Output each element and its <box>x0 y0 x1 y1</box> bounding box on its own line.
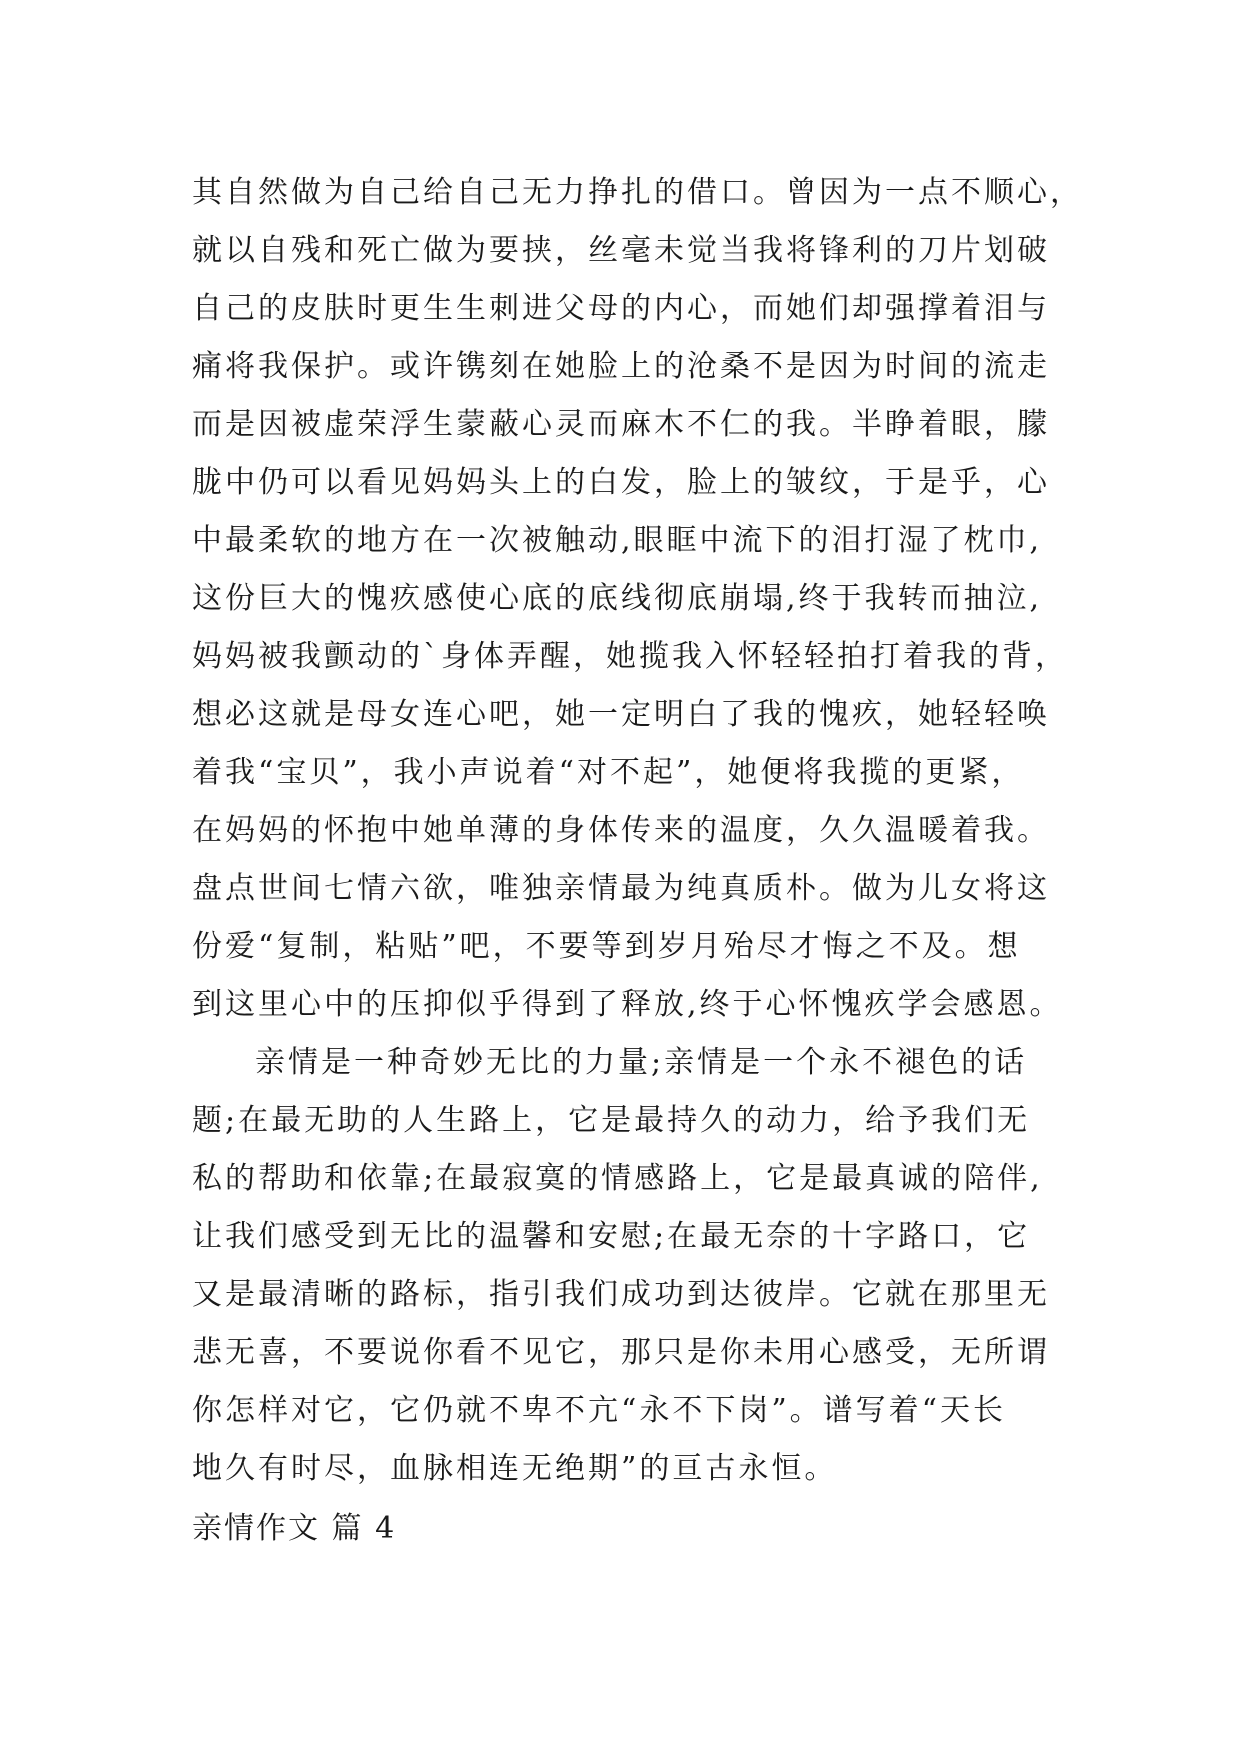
paragraph-1 <box>192 164 1092 1034</box>
text-line: 中最柔软的地方在一次被触动,眼眶中流下的泪打湿了枕巾, <box>192 523 1043 558</box>
text-line: 份爱“复制，粘贴”吧，不要等到岁月殆尽才悔之不及。想 <box>192 929 1021 964</box>
section-heading: 亲情作文 篇 4 <box>192 1511 397 1546</box>
text-line: 妈妈被我颤动的`身体弄醒，她揽我入怀轻轻拍打着我的背， <box>192 639 1068 674</box>
text-line: 在妈妈的怀抱中她单薄的身体传来的温度，久久温暖着我。 <box>192 813 1050 848</box>
text-line: 自己的皮肤时更生生刺进父母的内心，而她们却强撑着泪与 <box>192 291 1050 326</box>
text-line: 亲情是一种奇妙无比的力量;亲情是一个永不褪色的话 <box>255 1045 1028 1080</box>
text-line: 又是最清晰的路标，指引我们成功到达彼岸。它就在那里无 <box>192 1277 1050 1312</box>
text-line: 痛将我保护。或许镌刻在她脸上的沧桑不是因为时间的流走 <box>192 349 1050 384</box>
text-line: 其自然做为自己给自己无力挣扎的借口。曾因为一点不顺心， <box>192 175 1083 210</box>
text-line: 这份巨大的愧疚感使心底的底线彻底崩塌,终于我转而抽泣, <box>192 581 1043 616</box>
text-line: 到这里心中的压抑似乎得到了释放,终于心怀愧疚学会感恩。 <box>192 987 1063 1022</box>
text-line: 胧中仍可以看见妈妈头上的白发，脸上的皱纹，于是乎，心 <box>192 465 1050 500</box>
text-line: 而是因被虚荣浮生蒙蔽心灵而麻木不仁的我。半睁着眼，朦 <box>192 407 1050 442</box>
document-body <box>192 164 1092 1558</box>
text-line: 想必这就是母女连心吧，她一定明白了我的愧疚，她轻轻唤 <box>192 697 1050 732</box>
text-line: 你怎样对它，它仍就不卑不亢“永不下岗”。谱写着“天长 <box>192 1393 1007 1428</box>
text-line: 着我“宝贝”，我小声说着“对不起”，她便将我揽的更紧， <box>192 755 1025 790</box>
text-line: 让我们感受到无比的温馨和安慰;在最无奈的十字路口，它 <box>192 1219 1031 1254</box>
text-line: 地久有时尽，血脉相连无绝期”的亘古永恒。 <box>192 1451 838 1486</box>
text-line: 悲无喜，不要说你看不见它，那只是你未用心感受，无所谓 <box>192 1335 1050 1370</box>
text-line: 盘点世间七情六欲，唯独亲情最为纯真质朴。做为儿女将这 <box>192 871 1050 906</box>
text-line: 私的帮助和依靠;在最寂寞的情感路上，它是最真诚的陪伴, <box>192 1161 1043 1196</box>
text-line: 就以自残和死亡做为要挟，丝毫未觉当我将锋利的刀片划破 <box>192 233 1050 268</box>
text-line: 题;在最无助的人生路上，它是最持久的动力，给予我们无 <box>192 1103 1031 1138</box>
paragraph-2 <box>192 1034 1092 1498</box>
